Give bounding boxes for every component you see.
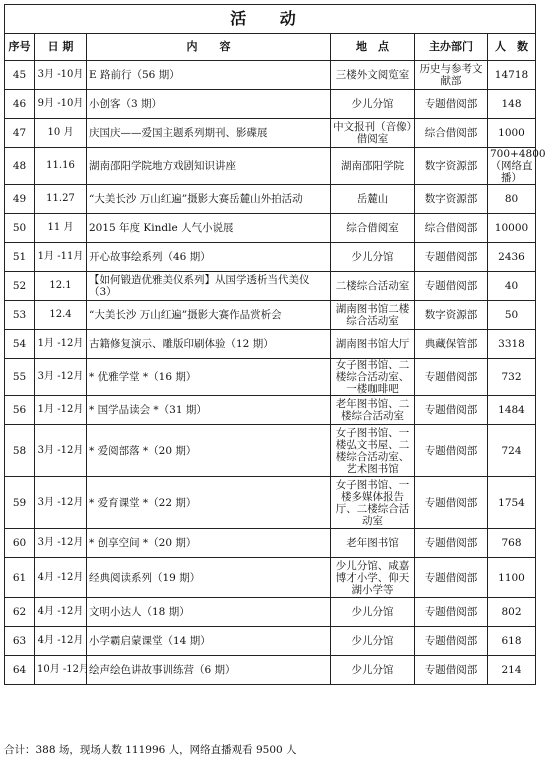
cell-no: 62 bbox=[5, 598, 35, 627]
table-row bbox=[5, 330, 536, 359]
cell-count: 700+4800（网络直播） bbox=[488, 148, 536, 185]
cell-place: 岳麓山 bbox=[331, 185, 415, 214]
cell-no: 50 bbox=[5, 214, 35, 243]
cell-content: 庆国庆——爱国主题系列期刊、影碟展 bbox=[87, 119, 331, 148]
cell-dept: 专题借阅部 bbox=[415, 243, 488, 272]
cell-place: 少儿分馆、咸嘉博才小学、仰天湖小学等 bbox=[331, 558, 415, 598]
cell-place: 湖南邵阳学院 bbox=[331, 148, 415, 185]
cell-date: 12.1 bbox=[35, 272, 87, 301]
cell-count: 80 bbox=[488, 185, 536, 214]
cell-no: 64 bbox=[5, 656, 35, 685]
cell-content: * 创享空间 *（20 期） bbox=[87, 529, 331, 558]
cell-no: 55 bbox=[5, 359, 35, 396]
cell-dept: 专题借阅部 bbox=[415, 396, 488, 425]
cell-dept: 专题借阅部 bbox=[415, 425, 488, 477]
table-title: 活 动 bbox=[5, 5, 536, 34]
cell-no: 45 bbox=[5, 61, 35, 90]
cell-no: 51 bbox=[5, 243, 35, 272]
cell-content: 文明小达人（18 期） bbox=[87, 598, 331, 627]
cell-content: 湖南邵阳学院地方戏剧知识讲座 bbox=[87, 148, 331, 185]
cell-dept: 典藏保管部 bbox=[415, 330, 488, 359]
cell-no: 59 bbox=[5, 477, 35, 529]
cell-place: 三楼外文阅览室 bbox=[331, 61, 415, 90]
header-dept: 主办部门 bbox=[415, 34, 488, 61]
cell-date: 4月 -12月 bbox=[35, 558, 87, 598]
cell-count: 618 bbox=[488, 627, 536, 656]
cell-no: 56 bbox=[5, 396, 35, 425]
cell-content: 小创客（3 期） bbox=[87, 90, 331, 119]
cell-date: 4月 -12月 bbox=[35, 627, 87, 656]
cell-count: 724 bbox=[488, 425, 536, 477]
table-row bbox=[5, 396, 536, 425]
cell-count: 732 bbox=[488, 359, 536, 396]
cell-dept: 专题借阅部 bbox=[415, 477, 488, 529]
cell-date: 3月 -12月 bbox=[35, 425, 87, 477]
cell-dept: 专题借阅部 bbox=[415, 529, 488, 558]
table-row bbox=[5, 214, 536, 243]
cell-place: 老年图书馆、二楼综合活动室 bbox=[331, 396, 415, 425]
cell-date: 3月 -12月 bbox=[35, 359, 87, 396]
table-row bbox=[5, 61, 536, 90]
cell-content: * 优雅学堂 *（16 期） bbox=[87, 359, 331, 396]
cell-dept: 专题借阅部 bbox=[415, 558, 488, 598]
table-row bbox=[5, 119, 536, 148]
cell-date: 3月 -12月 bbox=[35, 529, 87, 558]
cell-no: 58 bbox=[5, 425, 35, 477]
cell-count: 1754 bbox=[488, 477, 536, 529]
table-row bbox=[5, 558, 536, 598]
table-row bbox=[5, 529, 536, 558]
cell-place: 湖南图书馆大厅 bbox=[331, 330, 415, 359]
header-content: 内 容 bbox=[87, 34, 331, 61]
cell-date: 12.4 bbox=[35, 301, 87, 330]
cell-content: 小学霸启蒙课堂（14 期） bbox=[87, 627, 331, 656]
cell-dept: 专题借阅部 bbox=[415, 656, 488, 685]
cell-place: 老年图书馆 bbox=[331, 529, 415, 558]
cell-dept: 数字资源部 bbox=[415, 301, 488, 330]
cell-place: 湖南图书馆二楼综合活动室 bbox=[331, 301, 415, 330]
cell-place: 中文报刊（音像）借阅室 bbox=[331, 119, 415, 148]
cell-no: 49 bbox=[5, 185, 35, 214]
cell-count: 214 bbox=[488, 656, 536, 685]
cell-count: 768 bbox=[488, 529, 536, 558]
table-row bbox=[5, 301, 536, 330]
cell-date: 3月 -10月 bbox=[35, 61, 87, 90]
cell-place: 少儿分馆 bbox=[331, 243, 415, 272]
cell-place: 少儿分馆 bbox=[331, 656, 415, 685]
cell-no: 54 bbox=[5, 330, 35, 359]
cell-date: 1月 -12月 bbox=[35, 396, 87, 425]
cell-content: “大美长沙 万山红遍”摄影大赛岳麓山外拍活动 bbox=[87, 185, 331, 214]
cell-dept: 数字资源部 bbox=[415, 185, 488, 214]
cell-dept: 综合借阅部 bbox=[415, 119, 488, 148]
cell-count: 40 bbox=[488, 272, 536, 301]
cell-content: * 爱育课堂 *（22 期） bbox=[87, 477, 331, 529]
cell-date: 11 月 bbox=[35, 214, 87, 243]
cell-date: 11.16 bbox=[35, 148, 87, 185]
cell-count: 2436 bbox=[488, 243, 536, 272]
cell-dept: 专题借阅部 bbox=[415, 627, 488, 656]
cell-no: 48 bbox=[5, 148, 35, 185]
table-row bbox=[5, 90, 536, 119]
cell-content: 经典阅读系列（19 期） bbox=[87, 558, 331, 598]
cell-no: 63 bbox=[5, 627, 35, 656]
cell-place: 女子图书馆、一楼多媒体报告厅、二楼综合活动室 bbox=[331, 477, 415, 529]
table-row bbox=[5, 148, 536, 185]
cell-content: 2015 年度 Kindle 人气小说展 bbox=[87, 214, 331, 243]
cell-count: 3318 bbox=[488, 330, 536, 359]
table-row bbox=[5, 243, 536, 272]
cell-place: 二楼综合活动室 bbox=[331, 272, 415, 301]
cell-count: 50 bbox=[488, 301, 536, 330]
header-count: 人 数 bbox=[488, 34, 536, 61]
cell-no: 52 bbox=[5, 272, 35, 301]
cell-no: 46 bbox=[5, 90, 35, 119]
table-row bbox=[5, 272, 536, 301]
table-row bbox=[5, 477, 536, 529]
cell-dept: 数字资源部 bbox=[415, 148, 488, 185]
cell-dept: 历史与参考文献部 bbox=[415, 61, 488, 90]
cell-content: 【如何锻造优雅美仪系列】从国学透析当代美仪（3） bbox=[87, 272, 331, 301]
cell-place: 女子图书馆、二楼综合活动室、一楼咖啡吧 bbox=[331, 359, 415, 396]
cell-count: 1000 bbox=[488, 119, 536, 148]
table-row bbox=[5, 656, 536, 685]
cell-date: 11.27 bbox=[35, 185, 87, 214]
cell-place: 女子图书馆、一楼弘文书屋、二楼综合活动室、艺术图书馆 bbox=[331, 425, 415, 477]
summary-footer: 合计：388 场，现场人数 111996 人，网络直播观看 9500 人 bbox=[4, 744, 297, 756]
table-row bbox=[5, 627, 536, 656]
cell-count: 1100 bbox=[488, 558, 536, 598]
cell-content: 绘声绘色讲故事训练营（6 期） bbox=[87, 656, 331, 685]
cell-date: 1月 -12月 bbox=[35, 330, 87, 359]
cell-date: 9月 -10月 bbox=[35, 90, 87, 119]
cell-count: 14718 bbox=[488, 61, 536, 90]
cell-dept: 专题借阅部 bbox=[415, 598, 488, 627]
header-no: 序号 bbox=[5, 34, 35, 61]
table-row bbox=[5, 425, 536, 477]
header-date: 日 期 bbox=[35, 34, 87, 61]
cell-dept: 专题借阅部 bbox=[415, 90, 488, 119]
cell-date: 3月 -12月 bbox=[35, 477, 87, 529]
cell-no: 47 bbox=[5, 119, 35, 148]
cell-date: 1月 -11月 bbox=[35, 243, 87, 272]
cell-content: E 路前行（56 期） bbox=[87, 61, 331, 90]
cell-content: “大美长沙 万山红遍”摄影大赛作品赏析会 bbox=[87, 301, 331, 330]
cell-content: 古籍修复演示、雕版印刷体验（12 期） bbox=[87, 330, 331, 359]
table-body bbox=[5, 61, 546, 685]
header-place: 地 点 bbox=[331, 34, 415, 61]
table-row bbox=[5, 185, 536, 214]
cell-dept: 专题借阅部 bbox=[415, 272, 488, 301]
cell-content: * 国学品读会 *（31 期） bbox=[87, 396, 331, 425]
table-row bbox=[5, 598, 536, 627]
cell-no: 61 bbox=[5, 558, 35, 598]
table-row bbox=[5, 359, 536, 396]
cell-place: 少儿分馆 bbox=[331, 627, 415, 656]
cell-count: 10000 bbox=[488, 214, 536, 243]
cell-count: 802 bbox=[488, 598, 536, 627]
activity-table bbox=[4, 4, 546, 685]
cell-place: 少儿分馆 bbox=[331, 90, 415, 119]
cell-date: 10月 -12月 bbox=[35, 656, 87, 685]
cell-content: 开心故事绘系列（46 期） bbox=[87, 243, 331, 272]
cell-place: 少儿分馆 bbox=[331, 598, 415, 627]
cell-dept: 综合借阅部 bbox=[415, 214, 488, 243]
cell-dept: 专题借阅部 bbox=[415, 359, 488, 396]
cell-count: 1484 bbox=[488, 396, 536, 425]
cell-no: 60 bbox=[5, 529, 35, 558]
cell-content: * 爱阅部落 *（20 期） bbox=[87, 425, 331, 477]
cell-date: 10 月 bbox=[35, 119, 87, 148]
cell-no: 53 bbox=[5, 301, 35, 330]
cell-date: 4月 -12月 bbox=[35, 598, 87, 627]
cell-place: 综合借阅室 bbox=[331, 214, 415, 243]
cell-count: 148 bbox=[488, 90, 536, 119]
